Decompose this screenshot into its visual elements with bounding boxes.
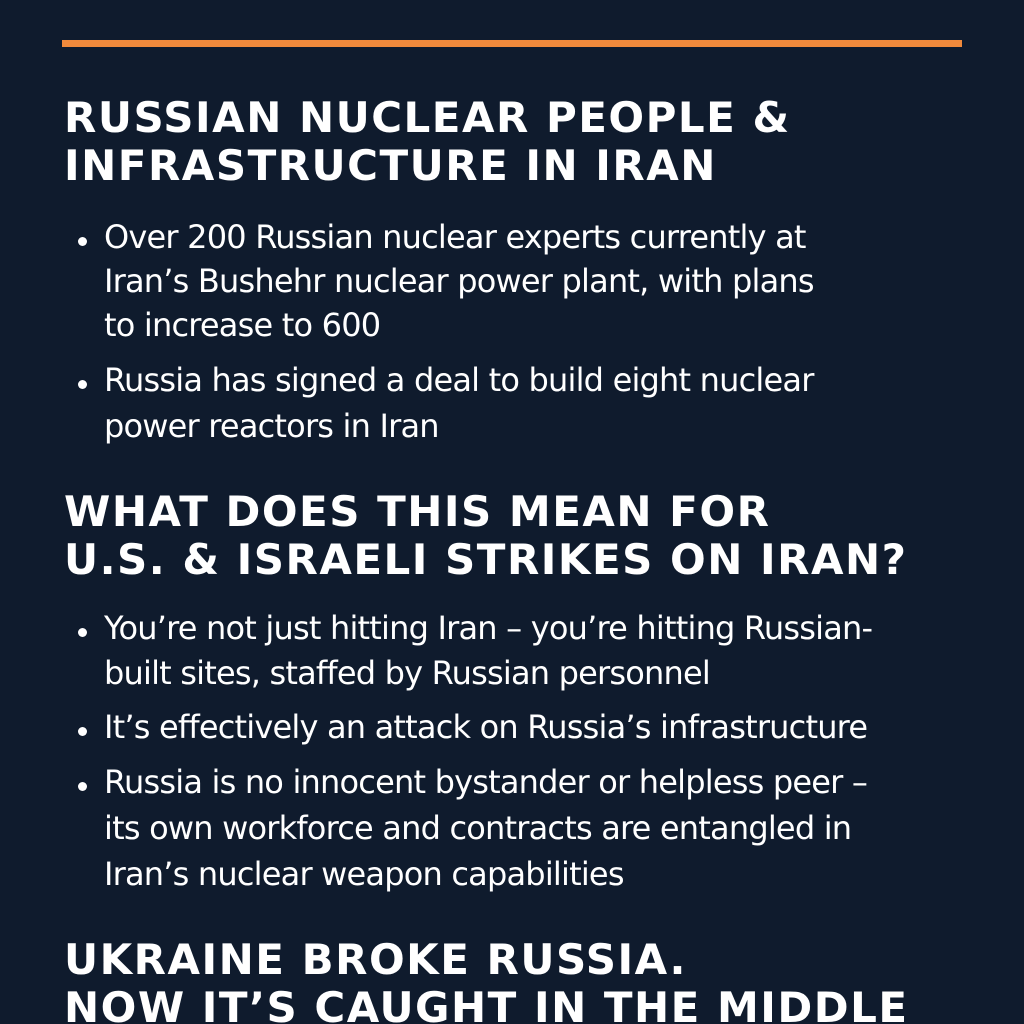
- section-heading-russian-nuclear-people: [64, 94, 791, 190]
- bullet-text-line: Over 200 Russian nuclear experts currently at: [104, 218, 806, 256]
- bullet-text-line: Iran’s nuclear weapon capabilities: [104, 855, 624, 893]
- bullet-text-line: You’re not just hitting Iran – you’re hitting Russian-: [104, 609, 873, 647]
- bullet-text-line: built sites, staffed by Russian personnel: [104, 654, 710, 692]
- accent-divider: [62, 40, 962, 47]
- bullet-text-line: its own workforce and contracts are entangled in: [104, 809, 852, 847]
- heading-line: UKRAINE BROKE RUSSIA.: [64, 935, 687, 984]
- bullet-dot-icon: [78, 727, 87, 736]
- heading-line: INFRASTRUCTURE IN IRAN: [64, 141, 717, 190]
- heading-line: WHAT DOES THIS MEAN FOR: [64, 487, 771, 536]
- bullet-text-line: It’s effectively an attack on Russia’s infrastructure: [104, 708, 868, 746]
- bullet-text-line: Iran’s Bushehr nuclear power plant, with plans: [104, 262, 814, 300]
- heading-line: NOW IT’S CAUGHT IN THE MIDDLE: [64, 983, 909, 1024]
- bullet-dot-icon: [78, 237, 87, 246]
- bullet-text-line: Russia has signed a deal to build eight nuclear: [104, 361, 814, 399]
- heading-line: RUSSIAN NUCLEAR PEOPLE &: [64, 93, 791, 142]
- bullet-dot-icon: [78, 628, 87, 637]
- bullet-dot-icon: [78, 380, 87, 389]
- bullet-text-line: to increase to 600: [104, 306, 381, 344]
- bullet-text-line: Russia is no innocent bystander or helpless peer –: [104, 763, 868, 801]
- section-heading-what-does-this-mean: [64, 488, 908, 584]
- section-heading-ukraine-broke-russia: [64, 936, 909, 1024]
- bullet-dot-icon: [78, 782, 87, 791]
- bullet-text-line: power reactors in Iran: [104, 407, 439, 445]
- heading-line: U.S. & ISRAELI STRIKES ON IRAN?: [64, 535, 908, 584]
